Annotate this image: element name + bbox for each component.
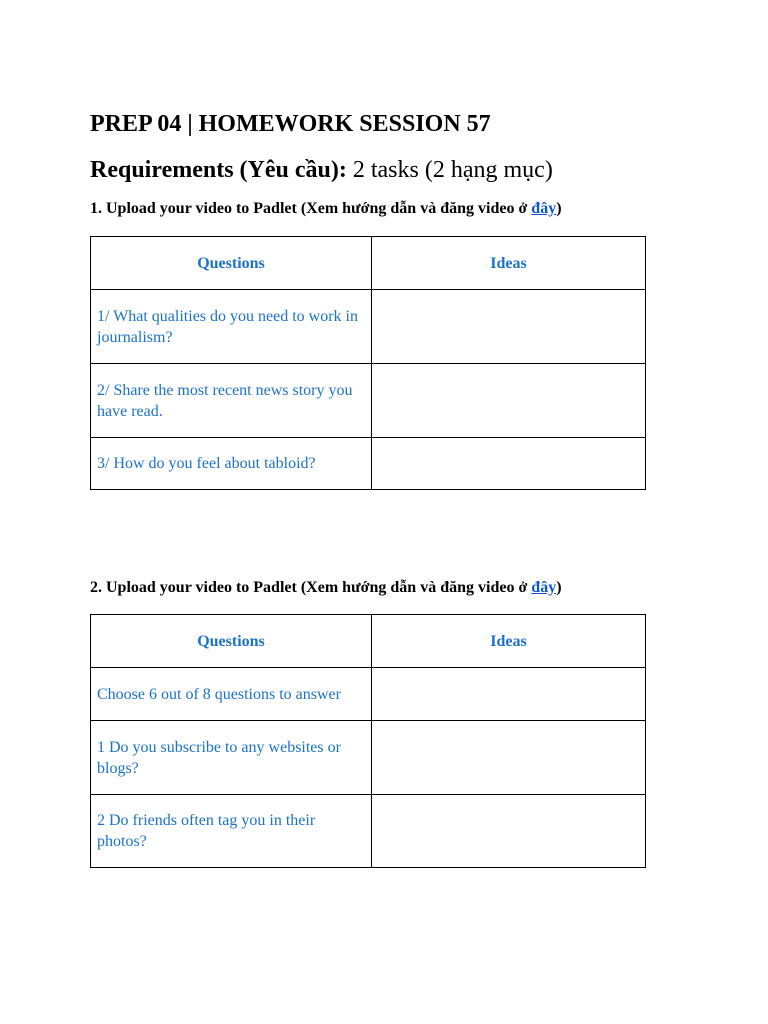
task-2-heading-suffix: ) [556,579,562,596]
page-title: PREP 04 | HOMEWORK SESSION 57 [90,111,491,137]
question-cell: 2 Do friends often tag you in their photos? [91,795,372,868]
table-row [91,668,646,721]
task-1-heading-suffix: ) [556,200,562,217]
task-2-heading [90,577,562,599]
idea-cell[interactable] [372,290,646,364]
idea-cell[interactable] [372,364,646,438]
table-row [91,364,646,438]
idea-cell[interactable] [372,438,646,490]
table-row [91,721,646,795]
questions-column-header: Questions [91,615,372,668]
ideas-column-header: Ideas [372,615,646,668]
requirements-label: Requirements (Yêu cầu): [90,157,347,183]
questions-column-header: Questions [91,237,372,290]
table-header-row [91,237,646,290]
task-1-heading-text: 1. Upload your video to Padlet (Xem hướng dẫn và đăng video ở [90,200,532,217]
idea-cell[interactable] [372,795,646,868]
question-cell: 3/ How do you feel about tabloid? [91,438,372,490]
task-1-guide-link[interactable]: đây [531,200,557,217]
requirements-value: 2 tasks (2 hạng mục) [352,157,553,183]
table-header-row [91,615,646,668]
idea-cell[interactable] [372,668,646,721]
question-cell: 2/ Share the most recent news story you have read. [91,364,372,438]
idea-cell[interactable] [372,721,646,795]
question-cell: 1 Do you subscribe to any websites or blogs? [91,721,372,795]
table-row [91,290,646,364]
task-1-heading [90,198,562,220]
task-2-guide-link[interactable]: đây [531,579,557,596]
task-2-heading-text: 2. Upload your video to Padlet (Xem hướng dẫn và đăng video ở [90,579,532,596]
requirements-line [90,154,553,186]
table-row [91,438,646,490]
table-row [91,795,646,868]
task-2-table [90,614,646,868]
task-1-table [90,236,646,490]
question-cell: Choose 6 out of 8 questions to answer [91,668,372,721]
ideas-column-header: Ideas [372,237,646,290]
question-cell: 1/ What qualities do you need to work in journalism? [91,290,372,364]
